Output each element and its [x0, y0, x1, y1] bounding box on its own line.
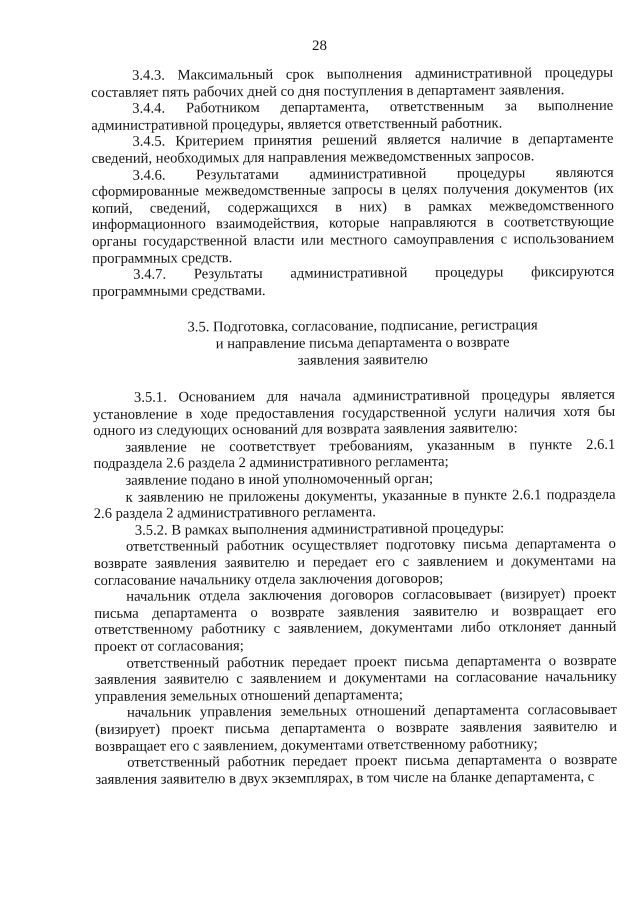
paragraph-3-4-6: 3.4.6. Результатами административной процедуры являются сформированные межведомственные запросы в целях получения документов (их копий, сведений, содержащихся в них) в рамках межведомственного информационного взаимодействия, которые направляются в соответствующие органы государственной власти или местного самоуправления с использованием программных средств. [91, 164, 615, 267]
heading-line: заявления заявителю [297, 351, 428, 369]
paragraph-3-5-1: 3.5.1. Основанием для начала административной процедуры является установление в ходе предоставления государственной услуги наличия хотя бы одного из следующих оснований для возврата заявления заявителю: [93, 386, 616, 440]
heading-line: 3.5. Подготовка, согласование, подписание, регистрация [187, 317, 538, 336]
paragraph-3-4-5: 3.4.5. Критерием принятия решений является наличие в департаменте сведений, необходимых для направления межведомственных запросов. [91, 131, 614, 167]
procedure-step: начальник отдела заключения договоров согласовывает (визирует) проект письма департамента о возврате заявления заявителю и возвращает его ответственному работнику с заявлением, документами либо отклоняет данный проект от согласования; [94, 586, 617, 655]
heading-line: и направление письма департамента о возврате [215, 334, 510, 353]
return-reason: к заявлению не приложены документы, указанные в пункте 2.6.1 подраздела 2.6 раздела 2 административного регламента. [93, 486, 616, 523]
section-heading-3-5 [93, 317, 615, 370]
return-reason: заявление подано в иной уполномоченный орган; [125, 470, 434, 489]
paragraph-3-4-7: 3.4.7. Результаты административной процедуры фиксируются программными средствами. [92, 263, 615, 300]
paragraph-3-4-3: 3.4.3. Максимальный срок выполнения административной процедуры составляет пять рабочих дней со дня поступления в департамент заявления. [91, 64, 614, 101]
page-number: 28 [312, 38, 327, 54]
procedure-step: ответственный работник передает проект письма департамента о возврате заявления заявителю в двух экземплярах, в том числе на бланке департамента, с [95, 751, 618, 788]
paragraph-3-5-2: 3.5.2. В рамках выполнения административной процедуры: [134, 520, 505, 539]
document-body [91, 65, 617, 789]
return-reason: заявление не соответствует требованиям, указанным в пункте 2.6.1 подраздела 2.6 раздела 2 административного регламента; [93, 436, 616, 473]
paragraph-3-4-4: 3.4.4. Работником департамента, ответственным за выполнение административной процедуры, является ответственный работник. [91, 97, 614, 134]
procedure-step: начальник управления земельных отношений департамента согласовывает (визирует) проект письма департамента о возврате заявления заявителю и возвращает его с заявлением, документами ответственному работнику; [94, 702, 618, 755]
procedure-step: ответственный работник осуществляет подготовку письма департамента о возврате заявления заявителю и передает его с заявлением и документами на согласование начальнику отдела заключения договоров; [93, 536, 617, 589]
procedure-step: ответственный работник передает проект письма департамента о возврате заявления заявителю с заявлением и документами на согласование начальнику управления земельных отношений департамента; [94, 652, 617, 705]
